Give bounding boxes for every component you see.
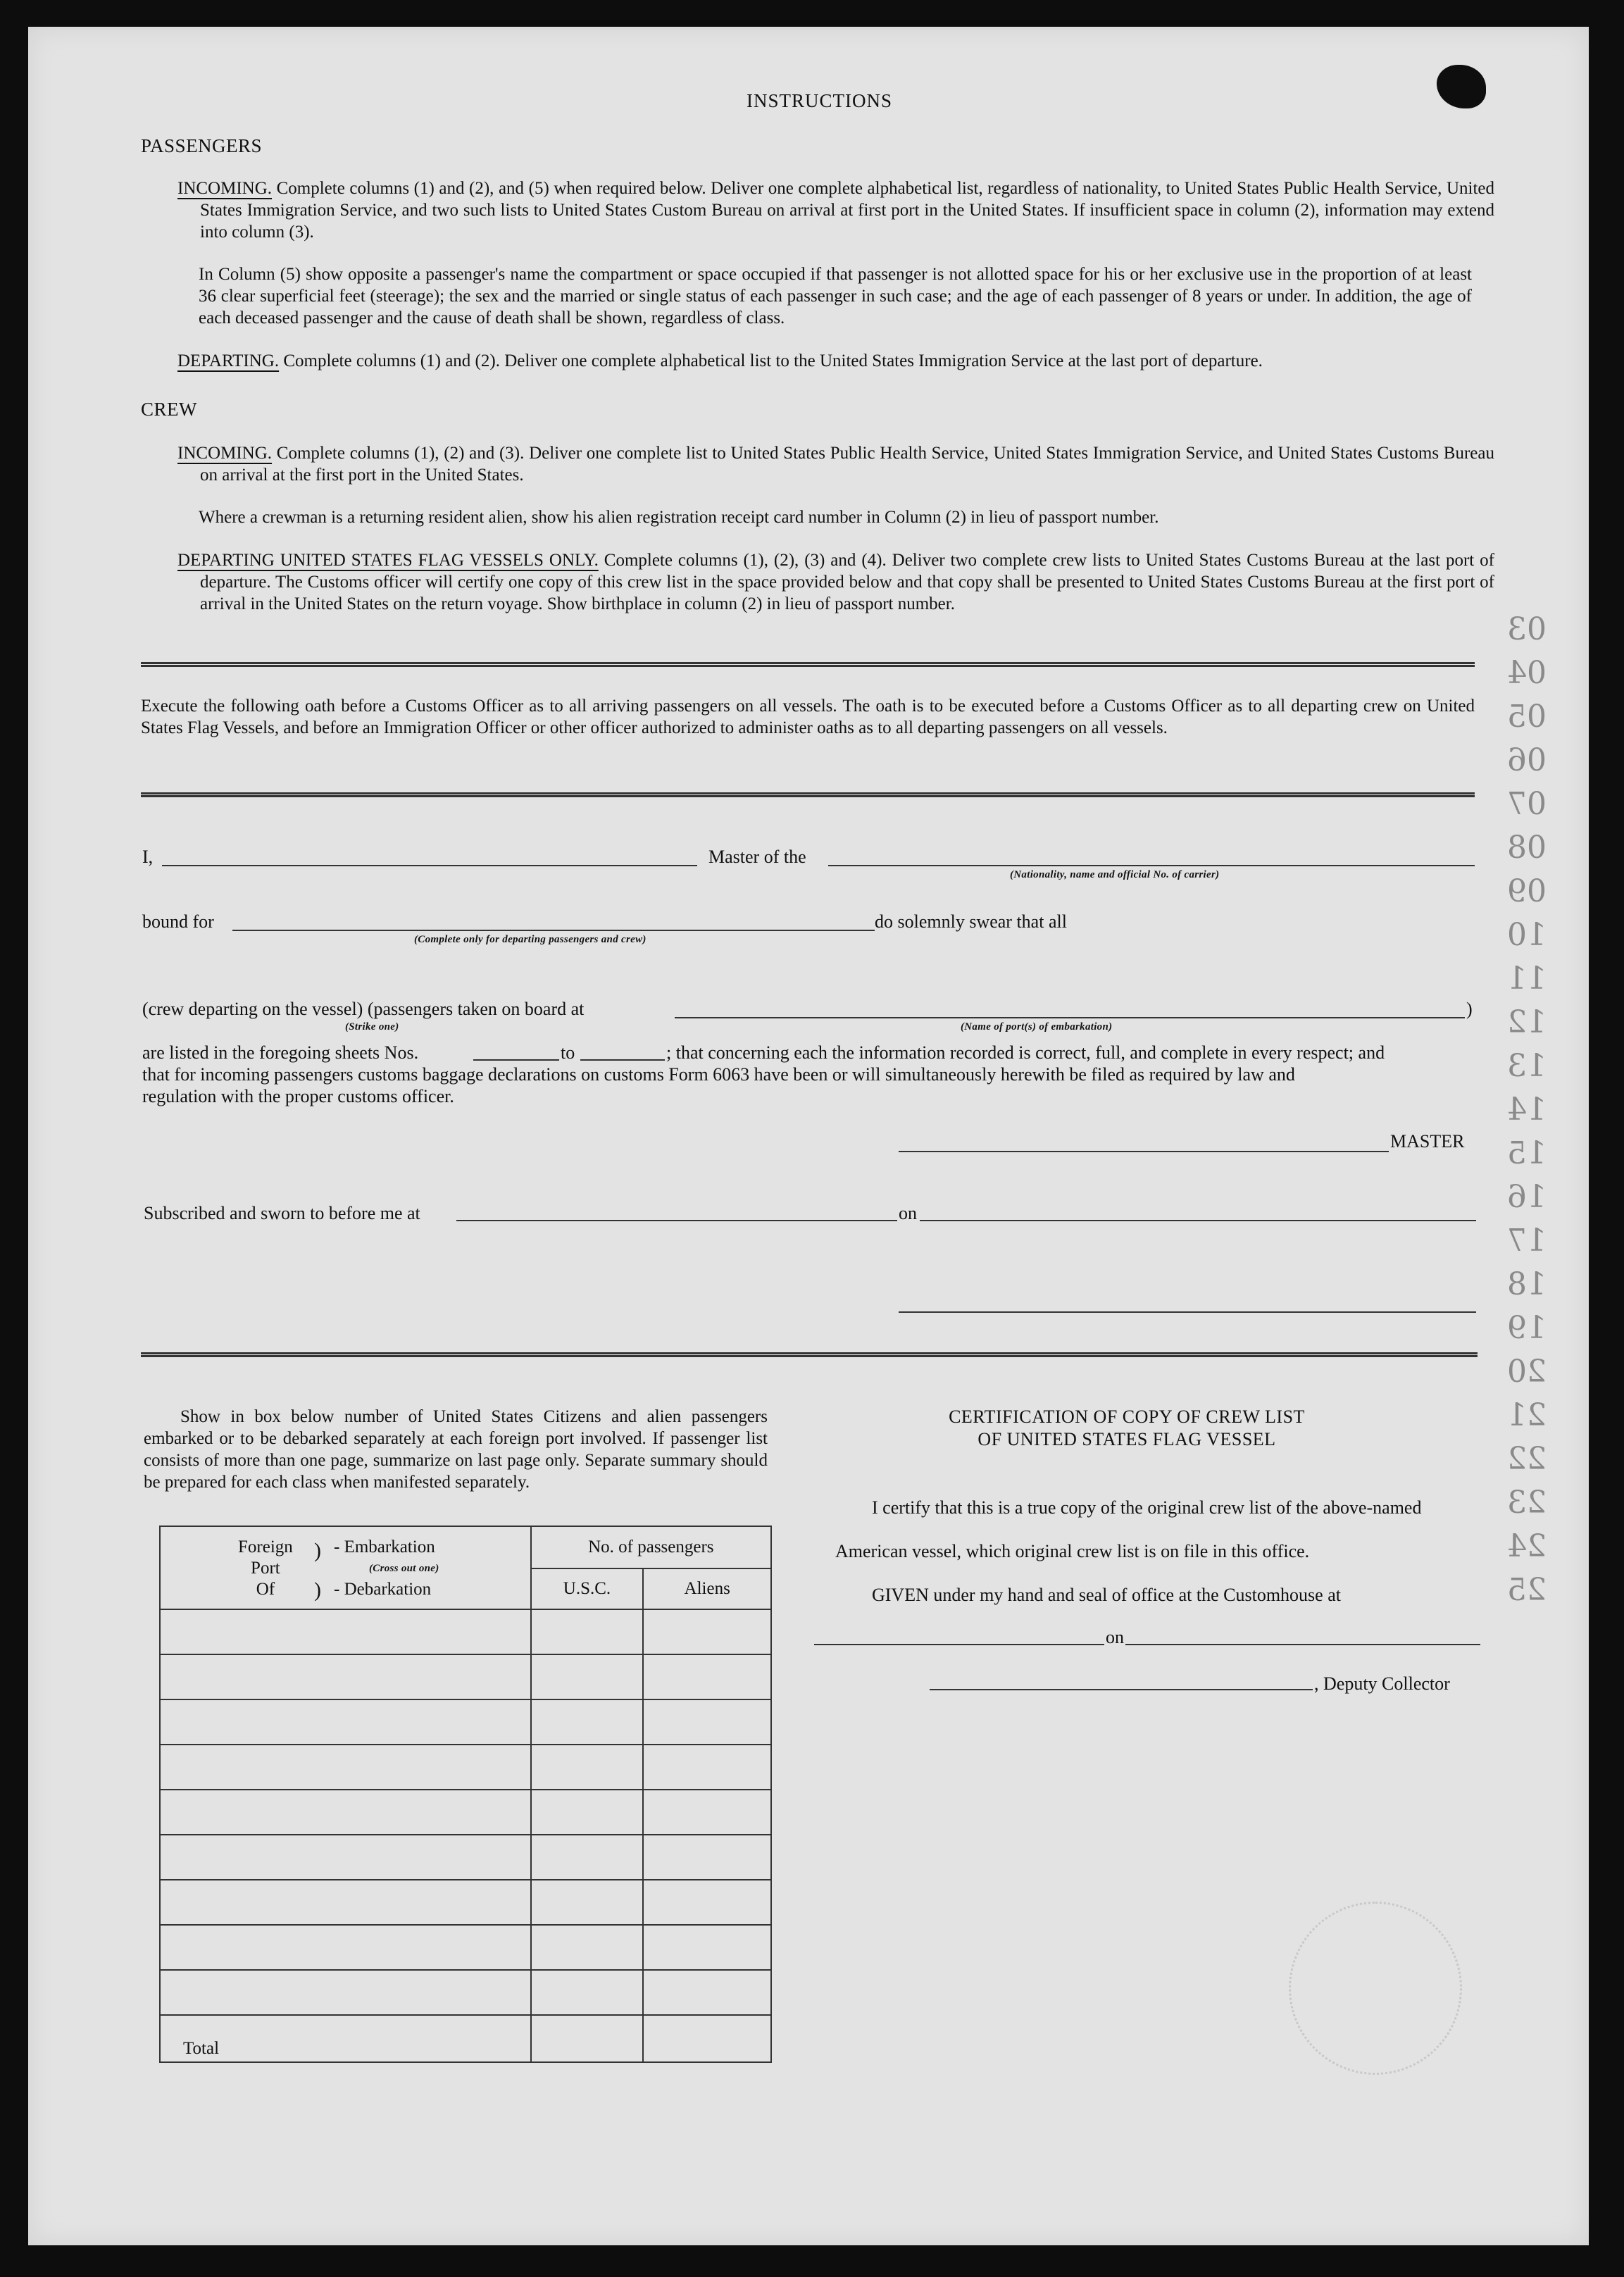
master-of-label: Master of the [708, 847, 806, 867]
usc-cell[interactable] [531, 1970, 644, 2015]
port-cell[interactable] [160, 1654, 531, 1699]
certification-line1: I certify that this is a true copy of the original crew list of the above-named [872, 1497, 1422, 1518]
usc-cell[interactable] [531, 1654, 644, 1699]
bound-for-caption: (Complete only for departing passengers and crew) [414, 934, 647, 945]
listed-line2: that for incoming passengers customs baggage declarations on customs Form 6063 have been or will simultaneously herewith be filed as required by law and [142, 1064, 1295, 1085]
aliens-cell[interactable] [643, 1654, 771, 1699]
aliens-cell[interactable] [643, 1745, 771, 1790]
sheet-from-field[interactable] [473, 1059, 559, 1061]
port-cell[interactable] [160, 1745, 531, 1790]
passengers-incoming-paragraph [177, 177, 1494, 243]
customhouse-field[interactable] [814, 1644, 1104, 1645]
margin-number: 12 [1507, 1004, 1547, 1040]
passengers-incoming-label: INCOMING. [177, 179, 273, 198]
aliens-cell[interactable] [643, 1970, 771, 2015]
margin-number: 22 [1507, 1441, 1547, 1477]
debarkation-label: - Debarkation [334, 1580, 432, 1599]
total-label: Total [183, 2039, 220, 2058]
page-title: INSTRUCTIONS [747, 90, 893, 111]
sheet-to-field[interactable] [580, 1059, 665, 1061]
certification-title-line2: OF UNITED STATES FLAG VESSEL [977, 1429, 1276, 1449]
header-port: Port [251, 1559, 280, 1578]
passengers-heading: PASSENGERS [141, 135, 263, 156]
carrier-caption: (Nationality, name and official No. of carrier) [1010, 869, 1220, 880]
margin-number: 21 [1507, 1397, 1547, 1433]
margin-number: 15 [1507, 1135, 1547, 1171]
total-usc-cell[interactable] [531, 2015, 644, 2062]
oath-i-label: I, [142, 847, 154, 867]
usc-cell[interactable] [531, 1790, 644, 1835]
listed-suffix: ; that concerning each the information recorded is correct, full, and complete in every respect; and [666, 1042, 1385, 1063]
crew-departing-text: Complete columns (1), (2), (3) and (4). Deliver two complete crew lists to United States Customs Bureau at the last port of departure. The Customs officer will certify one copy of this crew list in the space provided below and that copy shall be presented to United States Customs Bureau at the first port of arrival in the United States on the return voyage. Show birthplace in column (2) in lieu of passport number. [200, 551, 1494, 613]
no-passengers-header: No. of passengers [531, 1526, 771, 1568]
margin-number: 14 [1507, 1092, 1547, 1128]
margin-number: 13 [1507, 1048, 1547, 1084]
usc-cell[interactable] [531, 1609, 644, 1654]
bound-for-field[interactable] [232, 930, 875, 931]
port-cell[interactable] [160, 1835, 531, 1880]
port-column-header [160, 1526, 531, 1609]
sworn-at-field[interactable] [456, 1220, 897, 1221]
margin-number: 10 [1507, 917, 1547, 953]
certification-title-line1: CERTIFICATION OF COPY OF CREW LIST [949, 1406, 1305, 1427]
embarkation-label: - Embarkation [334, 1537, 435, 1557]
strike-one-caption: (Strike one) [345, 1021, 399, 1033]
aliens-cell[interactable] [643, 1699, 771, 1745]
usc-cell[interactable] [531, 1880, 644, 1925]
margin-number: 04 [1507, 655, 1547, 691]
margin-number: 23 [1507, 1485, 1547, 1521]
master-name-field[interactable] [162, 865, 697, 866]
port-caption: (Name of port(s) of embarkation) [961, 1021, 1113, 1033]
aliens-cell[interactable] [643, 1925, 771, 1970]
port-cell[interactable] [160, 1880, 531, 1925]
aliens-cell[interactable] [643, 1790, 771, 1835]
margin-number: 06 [1507, 742, 1547, 778]
usc-cell[interactable] [531, 1745, 644, 1790]
summary-instruction: Show in box below number of United States Citizens and alien passengers embarked or to be debarked separately at each foreign port involved. If passenger list consists of more than one page, summarize on last page only. Separate summary should be prepared for each class when manifested separately. [144, 1407, 768, 1492]
close-paren: ) [1466, 999, 1473, 1019]
total-label-cell [160, 2015, 531, 2062]
faded-seal [1289, 1902, 1462, 2075]
brace-glyph: ) ) [314, 1539, 321, 1602]
divider-double [141, 1352, 1478, 1357]
margin-number: 19 [1507, 1310, 1547, 1346]
aliens-cell[interactable] [643, 1835, 771, 1880]
cross-out-caption: (Cross out one) [369, 1563, 439, 1574]
bound-for-label: bound for [142, 911, 214, 932]
header-foreign: Foreign [238, 1537, 293, 1557]
aliens-cell[interactable] [643, 1880, 771, 1925]
passenger-summary-table [159, 1526, 772, 2063]
embarkation-port-field[interactable] [675, 1017, 1465, 1018]
margin-number: 03 [1507, 611, 1547, 647]
usc-cell[interactable] [531, 1835, 644, 1880]
port-cell[interactable] [160, 1790, 531, 1835]
margin-number: 07 [1507, 786, 1547, 822]
port-cell[interactable] [160, 1609, 531, 1654]
margin-number: 08 [1507, 830, 1547, 866]
passengers-incoming-text: Complete columns (1) and (2), and (5) when required below. Deliver one complete alphabetical list, regardless of nationality, to United States Public Health Service, United States Immigration Service, and two such lists to United States Custom Bureau on arrival at first port in the United States. If insufficient space in column (2), information may extend into column (3). [200, 179, 1494, 242]
margin-number: 16 [1507, 1179, 1547, 1215]
passengers-departing-text: Complete columns (1) and (2). Deliver one complete alphabetical list to the United States Immigration Service at the last port of departure. [283, 351, 1263, 370]
port-cell[interactable] [160, 1699, 531, 1745]
passengers-departing-label: DEPARTING. [177, 351, 280, 370]
margin-number: 25 [1507, 1572, 1547, 1608]
margin-number: 17 [1507, 1223, 1547, 1259]
master-label: MASTER [1390, 1131, 1465, 1152]
crew-incoming-text: Complete columns (1), (2) and (3). Deliver one complete list to United States Public Health Service, United States Immigration Service, and United States Customs Bureau on arrival at the first port in the United States. [200, 444, 1494, 485]
passengers-column5-paragraph: In Column (5) show opposite a passenger's name the compartment or space occupied if that passenger is not allotted space for his or her exclusive use in the proportion of at least 36 clear superficial feet (steerage); the sex and the married or single status of each passenger in such case; and the age of each passenger of 8 years or under. In addition, the age of each deceased passenger and the cause of death shall be shown, regardless of class. [199, 265, 1472, 327]
usc-header: U.S.C. [531, 1568, 644, 1609]
crew-passengers-label: (crew departing on the vessel) (passengers taken on board at [142, 999, 585, 1019]
subscribed-label: Subscribed and sworn to before me at [144, 1203, 420, 1223]
divider-double [141, 792, 1475, 797]
master-signature-field[interactable] [899, 1151, 1389, 1152]
aliens-cell[interactable] [643, 1609, 771, 1654]
certification-on-label: on [1106, 1627, 1124, 1647]
crew-heading: CREW [141, 399, 197, 420]
margin-number: 20 [1507, 1354, 1547, 1390]
solemnly-swear-label: do solemnly swear that all [875, 911, 1067, 932]
crew-incoming-paragraph [177, 442, 1494, 486]
crew-departing-paragraph [177, 549, 1494, 615]
margin-number: 18 [1507, 1266, 1547, 1302]
margin-number: 05 [1507, 699, 1547, 735]
deputy-collector-label: , Deputy Collector [1314, 1673, 1450, 1694]
certification-line2: American vessel, which original crew list is on file in this office. [835, 1541, 1310, 1561]
listed-prefix: are listed in the foregoing sheets Nos. [142, 1042, 419, 1063]
port-cell[interactable] [160, 1970, 531, 2015]
usc-cell[interactable] [531, 1925, 644, 1970]
margin-number: 09 [1507, 873, 1547, 909]
aliens-header: Aliens [643, 1568, 771, 1609]
margin-number: 24 [1507, 1528, 1547, 1564]
carrier-field[interactable] [828, 865, 1475, 866]
to-label: to [561, 1042, 575, 1063]
passengers-departing-paragraph [177, 350, 1472, 372]
certification-line3: GIVEN under my hand and seal of office at the Customhouse at [872, 1585, 1341, 1605]
total-aliens-cell[interactable] [643, 2015, 771, 2062]
listed-line3: regulation with the proper customs officer. [142, 1086, 454, 1106]
crew-resident-paragraph: Where a crewman is a returning resident alien, show his alien registration receipt card number in Column (2) in lieu of passport number. [199, 508, 1159, 527]
officer-signature-field[interactable] [899, 1311, 1476, 1313]
deputy-signature-field[interactable] [930, 1689, 1313, 1690]
header-of: Of [256, 1580, 275, 1599]
port-cell[interactable] [160, 1925, 531, 1970]
divider-double [141, 662, 1475, 667]
oath-instruction: Execute the following oath before a Customs Officer as to all arriving passengers on all vessels. The oath is to be executed before a Customs Officer as to all departing crew on United States Flag Vessels, and before an Immigration Officer or other officer authorized to administer oaths as to all departing passengers on all vessels. [141, 697, 1475, 737]
crew-incoming-label: INCOMING. [177, 444, 273, 463]
certification-title [845, 1406, 1408, 1451]
sworn-date-field[interactable] [920, 1220, 1476, 1221]
crew-departing-label: DEPARTING UNITED STATES FLAG VESSELS ONLY. [177, 551, 599, 570]
sworn-on-label: on [899, 1203, 917, 1223]
usc-cell[interactable] [531, 1699, 644, 1745]
margin-number: 11 [1507, 961, 1547, 997]
certification-date-field[interactable] [1125, 1644, 1480, 1645]
